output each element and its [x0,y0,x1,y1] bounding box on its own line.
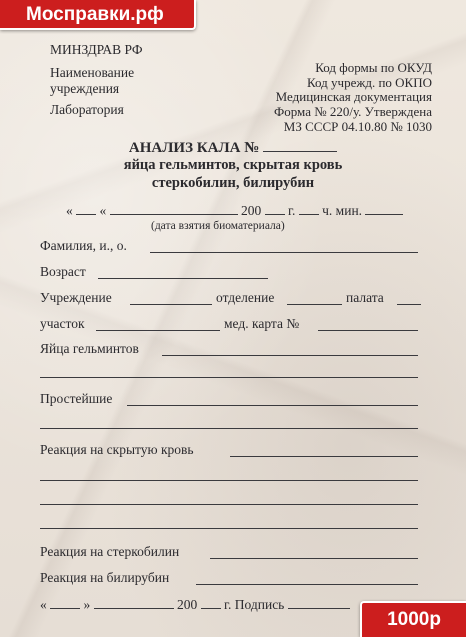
analysis-number-blank[interactable] [263,139,337,152]
protozoa-blank-2[interactable] [40,428,418,429]
institution-blank[interactable] [130,304,212,305]
department-blank[interactable] [287,304,342,305]
price-badge[interactable]: 1000р [360,601,466,637]
analysis-title-text: АНАЛИЗ КАЛА № [128,140,260,156]
hours-label: ч. мин. [322,203,363,218]
okud-code-label: Код формы по ОКУД [315,60,432,75]
year-blank[interactable] [265,202,285,215]
sample-date-line [66,202,403,219]
surname-blank[interactable] [150,252,418,253]
protozoa-blank[interactable] [127,405,418,406]
site-brand-badge[interactable]: Мосправки.рф [0,0,196,30]
helminth-eggs-label: Яйца гельминтов [40,341,139,356]
signature-close-quote: » [83,597,91,612]
month-blank[interactable] [110,202,238,215]
analysis-title [0,139,466,156]
bilirubin-blank[interactable] [196,584,418,585]
hours-blank[interactable] [299,202,319,215]
signature-year-blank[interactable] [201,596,221,609]
stercobilin-label: Реакция на стеркобилин [40,544,180,559]
analysis-subtitle-1: яйца гельминтов, скрытая кровь [123,157,343,173]
age-blank[interactable] [98,278,268,279]
form-number-label: Форма № 220/у. Утверждена [273,104,432,119]
approval-label: МЗ СССР 04.10.80 № 1030 [283,119,432,134]
year-prefix: 200 [241,203,262,218]
ministry-label: МИНЗДРАВ РФ [50,42,143,57]
institution-field-label: Учреждение [40,290,112,305]
district-blank[interactable] [96,330,220,331]
occult-blood-blank-2[interactable] [40,480,418,481]
department-label: отделение [216,290,275,305]
signature-blank[interactable] [288,596,350,609]
signature-open-quote: « [40,597,47,612]
med-card-label: мед. карта № [224,316,300,331]
institution-label-line1: Наименование [50,65,135,80]
day-blank[interactable] [76,202,96,215]
occult-blood-label: Реакция на скрытую кровь [40,442,194,457]
year-suffix: г. [288,203,296,218]
ward-label: палата [346,290,384,305]
age-label: Возраст [40,264,86,279]
occult-blood-blank-4[interactable] [40,528,418,529]
stercobilin-blank[interactable] [210,558,418,559]
minutes-blank[interactable] [365,202,403,215]
med-card-blank[interactable] [318,330,418,331]
analysis-subtitle-2: стеркобилин, билирубин [151,175,315,191]
ward-blank[interactable] [397,304,421,305]
occult-blood-blank-3[interactable] [40,504,418,505]
date-close-quote: « [99,203,107,218]
surname-label: Фамилия, и., о. [40,238,127,253]
helminth-eggs-blank[interactable] [162,355,418,356]
medical-docs-label: Медицинская документация [275,89,432,104]
sample-date-caption: (дата взятия биоматериала) [151,220,285,232]
bilirubin-label: Реакция на билирубин [40,570,170,585]
signature-label: г. Подпись [224,597,285,612]
helminth-eggs-blank-2[interactable] [40,377,418,378]
okpo-code-label: Код учрежд. по ОКПО [307,75,432,90]
institution-label-line2: учреждения [50,81,120,96]
district-label: участок [40,316,85,331]
date-open-quote: « [66,203,73,218]
signature-month-blank[interactable] [94,596,174,609]
protozoa-label: Простейшие [40,391,113,406]
signature-day-blank[interactable] [50,596,80,609]
signature-year-prefix: 200 [177,597,198,612]
signature-line [40,596,350,613]
laboratory-label: Лаборатория [50,102,124,117]
occult-blood-blank[interactable] [230,456,418,457]
